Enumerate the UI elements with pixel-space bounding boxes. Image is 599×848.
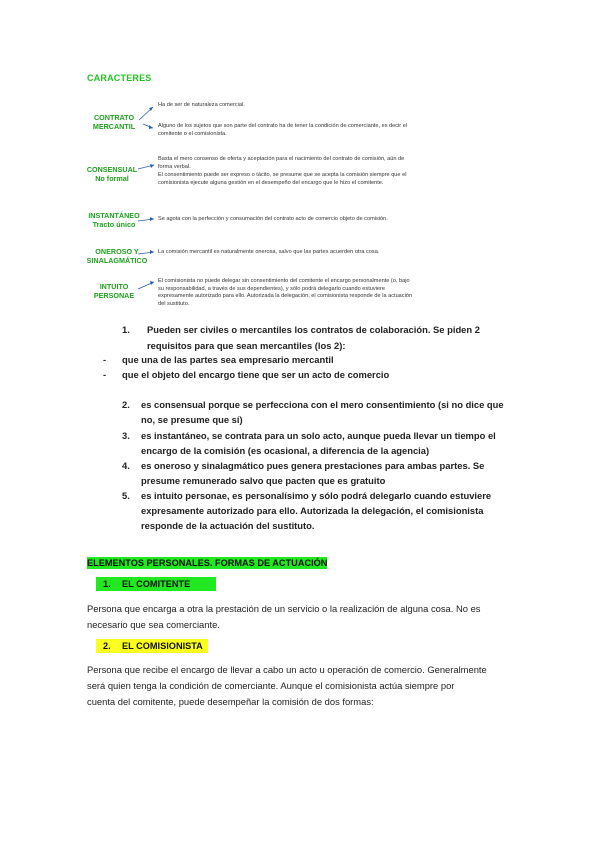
list-number: 3. xyxy=(122,430,130,441)
diagram-heading: CARACTERES xyxy=(87,73,152,83)
diagram-desc: El consentimiento puede ser expreso o tácito, se presume que se acepta la comisión siempre que el comisionista ejecute alguna gestión en el desempeño del encargo que le hizo el comitente. xyxy=(158,172,407,186)
list-item-text: presume remunerado salvo que pacten que es gratuito xyxy=(141,475,386,486)
bullet-text: que una de las partes sea empresario mercantil xyxy=(122,354,334,365)
paragraph-line: Persona que recibe el encargo de llevar a cabo un acto u operación de comercio. Generalmente xyxy=(87,664,487,675)
dash-bullet: - xyxy=(103,369,107,380)
list-item-text: es intuito personae, es personalísimo y sólo podrá delegarlo cuando estuviere xyxy=(141,490,492,501)
list-number: 2. xyxy=(122,399,130,410)
subsection-number: 1. xyxy=(103,579,111,589)
list-number: 5. xyxy=(122,490,130,501)
diagram-desc: Se agota con la perfección y consumación del contrato acto de comercio objeto de comisión. xyxy=(158,216,388,222)
arrow-icon xyxy=(138,163,158,173)
diagram-desc: Ha de ser de naturaleza comercial. xyxy=(158,102,245,108)
bullet-text: que el objeto del encargo tiene que ser un acto de comercio xyxy=(122,369,390,380)
list-number: 4. xyxy=(122,460,130,471)
diagram-label-consensual: CONSENSUAL No formal xyxy=(86,165,138,183)
paragraph-line: Persona que encarga a otra la prestación de un servicio o la realización de alguna cosa. No es xyxy=(87,603,481,614)
list-item-text: Pueden ser civiles o mercantiles los contratos de colaboración. Se piden 2 xyxy=(147,324,480,335)
list-item-text: no, se presume que sí) xyxy=(141,414,243,425)
subsection-title: EL COMITENTE xyxy=(122,579,191,589)
paragraph-line: necesario que sea comerciante. xyxy=(87,619,220,630)
section-title: ELEMENTOS PERSONALES. FORMAS DE ACTUACIÓN xyxy=(87,558,328,568)
diagram-desc: La comisión mercantil es naturalmente onerosa, salvo que las partes acuerden otra cosa. xyxy=(158,249,380,255)
arrow-icon xyxy=(138,249,158,259)
diagram-desc: Basta el mero consenso de oferta y aceptación para el nacimiento del contrato de comisión, aún de forma verbal. xyxy=(158,156,405,170)
diagram-desc: Alguno de los sujetos que son parte del contrato ha de tener la condición de comerciante, es decir el comitente o el comisionista. xyxy=(158,123,408,137)
list-item-text: expresamente autorizado para ello. Autorizada la delegación, el comisionista xyxy=(141,505,484,516)
arrow-icon xyxy=(138,280,158,292)
list-item-text: es instantáneo, se contrata para un solo acto, aunque pueda llevar un tiempo el xyxy=(141,430,496,441)
subsection-title: EL COMISIONISTA xyxy=(122,641,203,651)
list-number: 1. xyxy=(122,324,130,335)
diagram-desc: El comisionista no puede delegar sin consentimiento del comitente el encargo personalmente (o, bajo su responsabilidad, a través de sus dependientes), y sólo podrá delegarlo cuando estuviere expresamente autorizado para ello. Autorizada la delegación, el comisionista responde de la actuación del sustituto. xyxy=(158,278,413,307)
dash-bullet: - xyxy=(103,354,107,365)
list-item-text: es consensual porque se perfecciona con el mero consentimiento (si no dice que xyxy=(141,399,504,410)
diagram-label-oneroso: ONEROSO Y SINALAGMÁTICO xyxy=(86,247,148,265)
diagram-label-intuito: INTUITO PERSONAE xyxy=(93,282,135,300)
diagram-label-contrato-mercantil: CONTRATO MERCANTIL xyxy=(92,113,136,131)
subsection-number: 2. xyxy=(103,641,111,651)
arrow-icon xyxy=(139,102,159,132)
list-item-text: encargo de la comisión (es ocasional, a diferencia de la agencia) xyxy=(141,445,430,456)
list-item-text: requisitos para que sean mercantiles (los 2): xyxy=(147,340,346,351)
arrow-icon xyxy=(138,216,158,226)
list-item-text: responde de la actuación del sustituto. xyxy=(141,520,315,531)
diagram-label-instantaneo: INSTANTÁNEO Tracto único xyxy=(88,211,140,229)
list-item-text: es oneroso y sinalagmático pues genera prestaciones para ambas partes. Se xyxy=(141,460,485,471)
paragraph-line: cuenta del comitente, puede desempeñar la comisión de dos formas: xyxy=(87,696,374,707)
paragraph-line: será quien tenga la condición de comerciante. Aunque el comisionista actúa siempre por xyxy=(87,680,455,691)
